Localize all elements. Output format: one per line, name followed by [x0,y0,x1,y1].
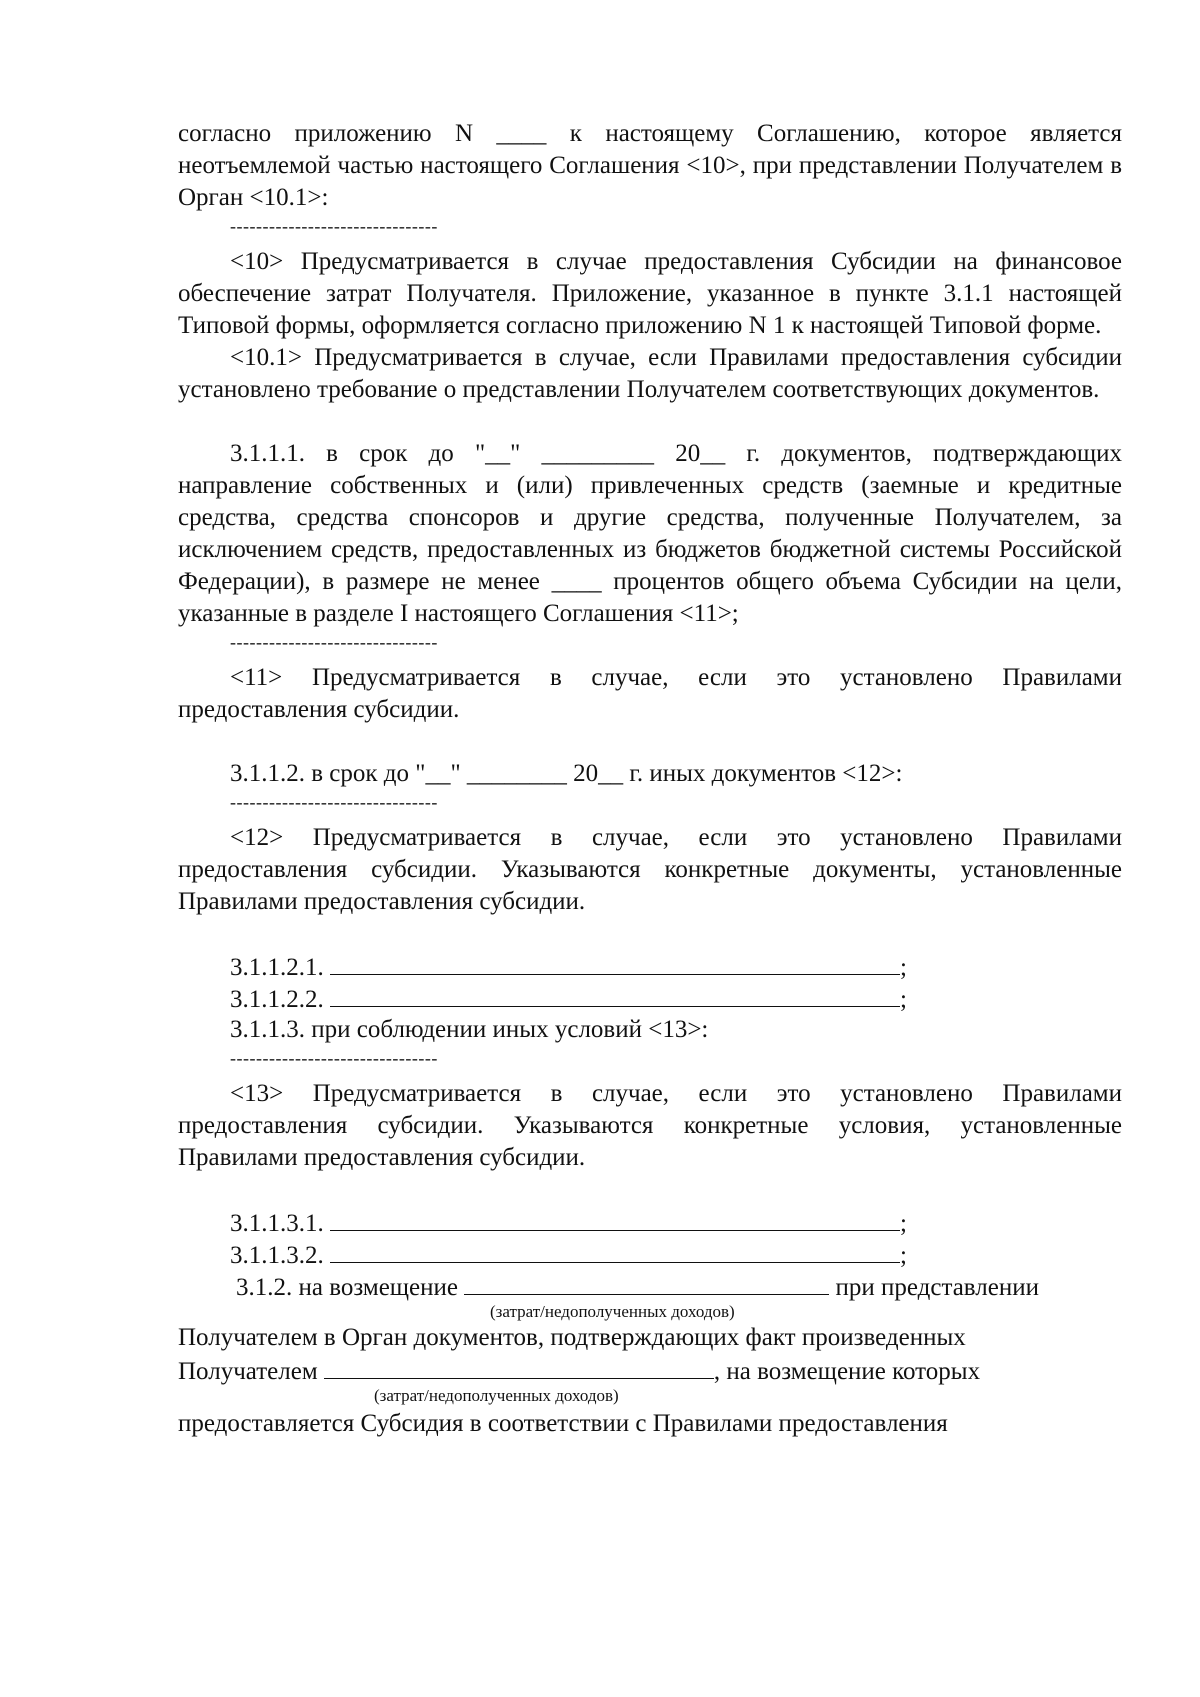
semicolon: ; [900,1242,907,1269]
paragraph-intro: согласно приложению N ____ к настоящему Соглашению, которое является неотъемлемой частью настоящего Соглашения <10>, при представлении Получателем в Орган <10.1>: [178,120,1122,211]
document-body [178,118,1122,1440]
fill-in-line [324,1354,714,1379]
clause-3-1-1-2-1 [230,950,1122,982]
clause-3-1-1-2: 3.1.1.2. в срок до "__" ________ 20__ г. иных документов <12>: [230,760,903,787]
clause-3-1-2-line3 [178,1354,1122,1386]
clause-label: 3.1.1.2.1. [230,954,324,981]
clause-3-1-2 [236,1270,1122,1302]
footnote-separator: -------------------------------- [230,216,438,236]
footnote-separator: -------------------------------- [230,1048,438,1068]
clause-3-1-1-3: 3.1.1.3. при соблюдении иных условий <13>: [230,1016,709,1043]
footnote-10: <10> Предусматривается в случае предоставления Субсидии на финансовое обеспечение затрат Получателя. Приложение, указанное в пункте 3.1.1 настоящей Типовой формы, оформляется согласно приложению N 1 к настоящей Типовой форме. [178,248,1122,339]
clause-label: 3.1.1.2.2. [230,986,324,1013]
clause-3-1-1-2-2 [230,982,1122,1014]
footnote-12: <12> Предусматривается в случае, если это установлено Правилами предоставления субсидии. Указываются конкретные документы, установленные Правилами предоставления субсидии. [178,824,1122,915]
footnote-10-1: <10.1> Предусматривается в случае, если Правилами предоставления субсидии установлено требование о представлении Получателем соответствующих документов. [178,344,1122,403]
footnote-11: <11> Предусматривается в случае, если это установлено Правилами предоставления субсидии. [178,664,1122,723]
field-hint: (затрат/недополученных доходов) [374,1386,619,1405]
footnote-separator: -------------------------------- [230,792,438,812]
footnote-13: <13> Предусматривается в случае, если это установлено Правилами предоставления субсидии. Указываются конкретные условия, установленные Правилами предоставления субсидии. [178,1080,1122,1171]
clause-3-1-2-end: при представлении [835,1274,1039,1301]
clause-3-1-1-3-2 [230,1238,1122,1270]
field-hint: (затрат/недополученных доходов) [490,1302,735,1321]
fill-in-line [330,1206,900,1231]
clause-label: 3.1.1.3.1. [230,1210,324,1237]
clause-3-1-1-1: 3.1.1.1. в срок до "__" _________ 20__ г. документов, подтверждающих направление собственных и (или) привлеченных средств (заемные и кредитные средства, средства спонсоров и другие средства, полученные Получателем, за исключением средств, предоставленных из бюджетов бюджетной системы Российской Федерации), в размере не менее ____ процентов общего объема Субсидии на цели, указанные в разделе I настоящего Соглашения <11>; [178,440,1122,627]
clause-3-1-2-line4: предоставляется Субсидия в соответствии с Правилами предоставления [178,1410,948,1437]
fill-in-line [330,982,900,1007]
semicolon: ; [900,1210,907,1237]
clause-label: 3.1.1.3.2. [230,1242,324,1269]
clause-3-1-2-start: 3.1.2. на возмещение [236,1274,458,1301]
footnote-separator: -------------------------------- [230,632,438,652]
clause-3-1-2-line3-end: , на возмещение которых [713,1358,981,1385]
semicolon: ; [900,954,907,981]
fill-in-line [464,1270,829,1295]
clause-3-1-2-line2: Получателем в Орган документов, подтверждающих факт произведенных [178,1324,966,1351]
clause-3-1-1-3-1 [230,1206,1122,1238]
clause-3-1-2-line3-start: Получателем [178,1358,318,1385]
semicolon: ; [900,986,907,1013]
fill-in-line [330,950,900,975]
fill-in-line [330,1238,900,1263]
